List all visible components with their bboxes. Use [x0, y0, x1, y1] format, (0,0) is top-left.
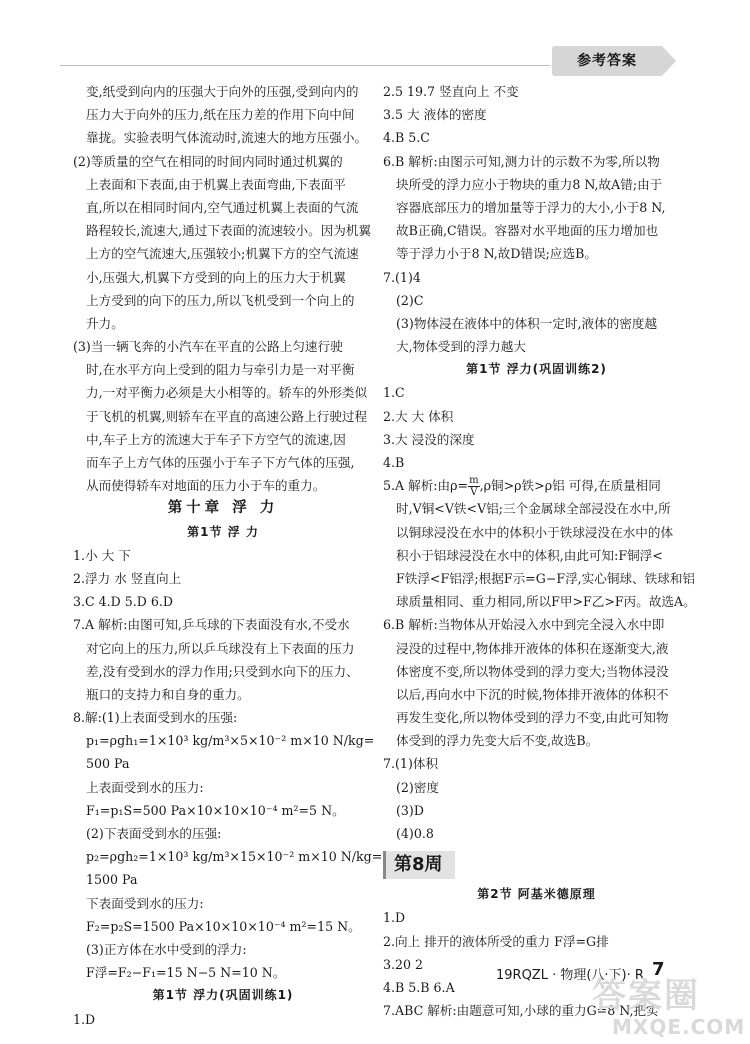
watermark-url: MXQE.COM — [612, 1015, 746, 1039]
header-rule — [60, 65, 550, 66]
text-line: 2.5 19.7 竖直向上 不变 — [383, 84, 519, 99]
text-line: (2)C — [396, 292, 424, 308]
text-line: 1.D — [383, 910, 406, 926]
text-line: 积小于铝球浸没在水中的体积,由此可知:F铜浮< — [396, 547, 663, 563]
text-line: 2.向上 排开的液体所受的重力 F浮=G排 — [383, 933, 609, 949]
q5-prefix: 5.A 解析:由ρ= — [383, 478, 469, 494]
text-line: 差,没有受到水的浮力作用;只受到水向下的压力、 — [86, 663, 359, 679]
text-line: 浸没的过程中,物体排开液体的体积在逐渐变大,液 — [396, 640, 669, 656]
right-answers-b — [383, 381, 690, 474]
text-line: 4.B 5.B 6.A — [383, 979, 455, 995]
text-line: 上表面和下表面,由于机翼上表面弯曲,下表面平 — [86, 176, 346, 192]
text-line: 3.5 大 液体的密度 — [383, 107, 487, 123]
chapter-title: 第十章 浮 力 — [167, 500, 279, 517]
fraction-denominator: V — [470, 487, 478, 499]
density-fraction — [468, 475, 479, 498]
text-line: 小,压强大,机翼下方受到的向上的压力大于机翼 — [86, 269, 346, 285]
text-line: 球质量相同、重力相同,所以F甲>F乙>F丙。故选A。 — [396, 594, 696, 610]
section-drill2-title: 第1节 浮力(巩固训练2) — [466, 362, 607, 377]
text-line: 大,物体受到的浮力越大 — [396, 339, 526, 355]
text-line: 时,在水平方向上受到的阻力与牵引力是一对平衡 — [86, 362, 355, 378]
watermark-logo: 答案圈 — [592, 976, 700, 1016]
text-line: (2)等质量的空气在相同的时间内同时通过机翼的 — [73, 153, 343, 169]
text-line: 从而使得轿车对地面的压力小于车的重力。 — [86, 478, 326, 494]
text-line: 7.(1)体积 — [383, 756, 439, 772]
text-line: 升力。 — [86, 315, 124, 331]
text-line: 而车子上方气体的压强小于车子下方气体的压强, — [86, 455, 355, 470]
text-line: 8.解:(1)上表面受到水的压强: — [73, 710, 238, 726]
text-line: 体密度不变,所以物体受到的浮力变大;当物体浸没 — [396, 663, 669, 679]
text-line: 瓶口的支持力和自身的重力。 — [86, 686, 250, 702]
text-line: 3.C 4.D 5.D 6.D — [73, 594, 173, 610]
text-line: p₂=ρgh₂=1×10³ kg/m³×15×10⁻² m×10 N/kg= — [86, 849, 383, 865]
text-line: 2.浮力 水 竖直向上 — [73, 570, 182, 586]
text-line: 容器底部压力的增加量等于浮力的大小,小于8 N, — [396, 199, 666, 215]
text-line: 压力大于向外的压力,纸在压力差的作用下向中间 — [86, 107, 355, 123]
text-line: 靠拢。实验表明气体流动时,流速大的地方压强小。 — [86, 130, 368, 146]
text-line: 6.B 解析:由图示可知,测力计的示数不为零,所以物 — [383, 153, 660, 169]
text-line: 直,所以在相同时间内,空气通过机翼上表面的气流 — [86, 199, 359, 215]
section-2-title: 第2节 阿基米德原理 — [477, 887, 596, 902]
text-line: 再发生变化,所以物体受到的浮力不变,由此可知物 — [396, 710, 669, 726]
text-line: (2)密度 — [396, 779, 440, 795]
text-line: 变,纸受到向内的压强大于向外的压强,受到向内的 — [86, 84, 359, 99]
text-line: 7.ABC 解析:由题意可知,小球的重力G=8 N,把实 — [383, 1003, 659, 1019]
text-line: 以铜球浸没在水中的体积小于铁球浸没在水中的体 — [396, 524, 674, 540]
left-answers — [73, 544, 383, 985]
section-drill1-title: 第1节 浮力(巩固训练1) — [152, 988, 294, 1003]
q5-suffix: ,ρ铜>ρ铁>ρ铝 可得,在质量相同 — [479, 478, 661, 494]
text-line: 块所受的浮力应小于物块的重力8 N,故A错;由于 — [396, 176, 663, 192]
text-line: 6.B 解析:当物体从开始浸入水中到完全浸入水中即 — [383, 617, 665, 633]
text-line: 7.(1)4 — [383, 269, 421, 285]
text-line: 时,V铜<V铁<V铝;三个金属球全部浸没在水中,所 — [396, 501, 671, 517]
text-line: 1.小 大 下 — [73, 547, 131, 563]
right-answers-a — [383, 80, 690, 358]
text-line: 7.A 解析:由图可知,乒乓球的下表面没有水,不受水 — [73, 617, 350, 633]
text-line: 下表面受到水的压力: — [86, 895, 204, 911]
text-line: 于飞机的机翼,则轿车在平直的高速公路上行驶过程 — [86, 408, 368, 424]
text-line: 对它向上的压力,所以乒乓球没有上下表面的压力 — [86, 640, 355, 656]
text-line: 上方受到的向下的压力,所以飞机受到一个向上的 — [86, 292, 355, 308]
text-line: p₁=ρgh₁=1×10³ kg/m³×5×10⁻² m×10 N/kg= — [86, 733, 375, 749]
text-line: (3)D — [396, 802, 424, 818]
answer-badge — [552, 46, 662, 76]
left-column — [73, 80, 383, 1031]
text-line: F浮=F₂−F₁=15 N−5 N=10 N。 — [86, 965, 286, 981]
text-line: (3)当一辆飞奔的小汽车在平直的公路上匀速行驶 — [73, 339, 343, 355]
answer-line: 1.D — [73, 1011, 96, 1027]
text-line: 3.20 2 — [383, 956, 424, 972]
text-line: 上方的空气流速大,压强较小;机翼下方的空气流速 — [86, 246, 359, 262]
text-line: 500 Pa — [86, 756, 130, 772]
week-label: 第8周 — [383, 851, 455, 879]
text-line: 等于浮力小于8 N,故D错误;应选B。 — [396, 246, 597, 262]
text-line: (2)下表面受到水的压强: — [86, 826, 222, 841]
text-line: 故B正确,C错误。容器对水平地面的压力增加也 — [396, 223, 659, 239]
text-line: 4.B 5.C — [383, 130, 430, 146]
text-line: (4)0.8 — [396, 826, 434, 841]
text-line: 体受到的浮力先变大后不变,故选B。 — [396, 733, 599, 749]
text-line: 上表面受到水的压力: — [86, 779, 204, 795]
left-paragraphs — [73, 80, 373, 497]
section-title: 第1节 浮 力 — [187, 524, 259, 539]
footer-code: 19RQZL · 物理(八·下)· R — [496, 968, 644, 983]
answer-line-q5 — [383, 474, 690, 497]
answer-badge-label: 参考答案 — [577, 53, 637, 69]
text-line: 3.大 浸没的深度 — [383, 431, 475, 447]
text-line: 1500 Pa — [86, 872, 138, 888]
text-line: 力,一对平衡力必须是大小相等的。轿车的外形类似 — [86, 385, 368, 401]
text-line: (3)正方体在水中受到的浮力: — [86, 941, 247, 957]
text-line: F₂=p₂S=1500 Pa×10×10×10⁻⁴ m²=15 N。 — [86, 918, 361, 934]
right-answers-c — [383, 497, 696, 845]
text-line: 4.B — [383, 455, 405, 470]
text-line: 以后,再向水中下沉的时候,物体排开液体的体积不 — [396, 686, 669, 702]
text-line: 1.C — [383, 385, 405, 401]
text-line: F铁浮<F铝浮;根据F示=G−F浮,实心铜球、铁球和铝 — [396, 570, 696, 586]
text-line: F₁=p₁S=500 Pa×10×10×10⁻⁴ m²=5 N。 — [86, 802, 345, 818]
text-line: 中,车子上方的流速大于车子下方空气的流速,因 — [86, 431, 346, 447]
fraction-numerator: m — [469, 475, 479, 487]
right-column — [383, 80, 696, 1022]
text-line: (3)物体浸在液体中的体积一定时,液体的密度越 — [396, 315, 658, 331]
text-line: 路程较长,流速大,通过下表面的流速较小。因为机翼 — [86, 223, 372, 239]
page-number: 7 — [652, 959, 665, 980]
text-line: 2.大 大 体积 — [383, 408, 454, 424]
